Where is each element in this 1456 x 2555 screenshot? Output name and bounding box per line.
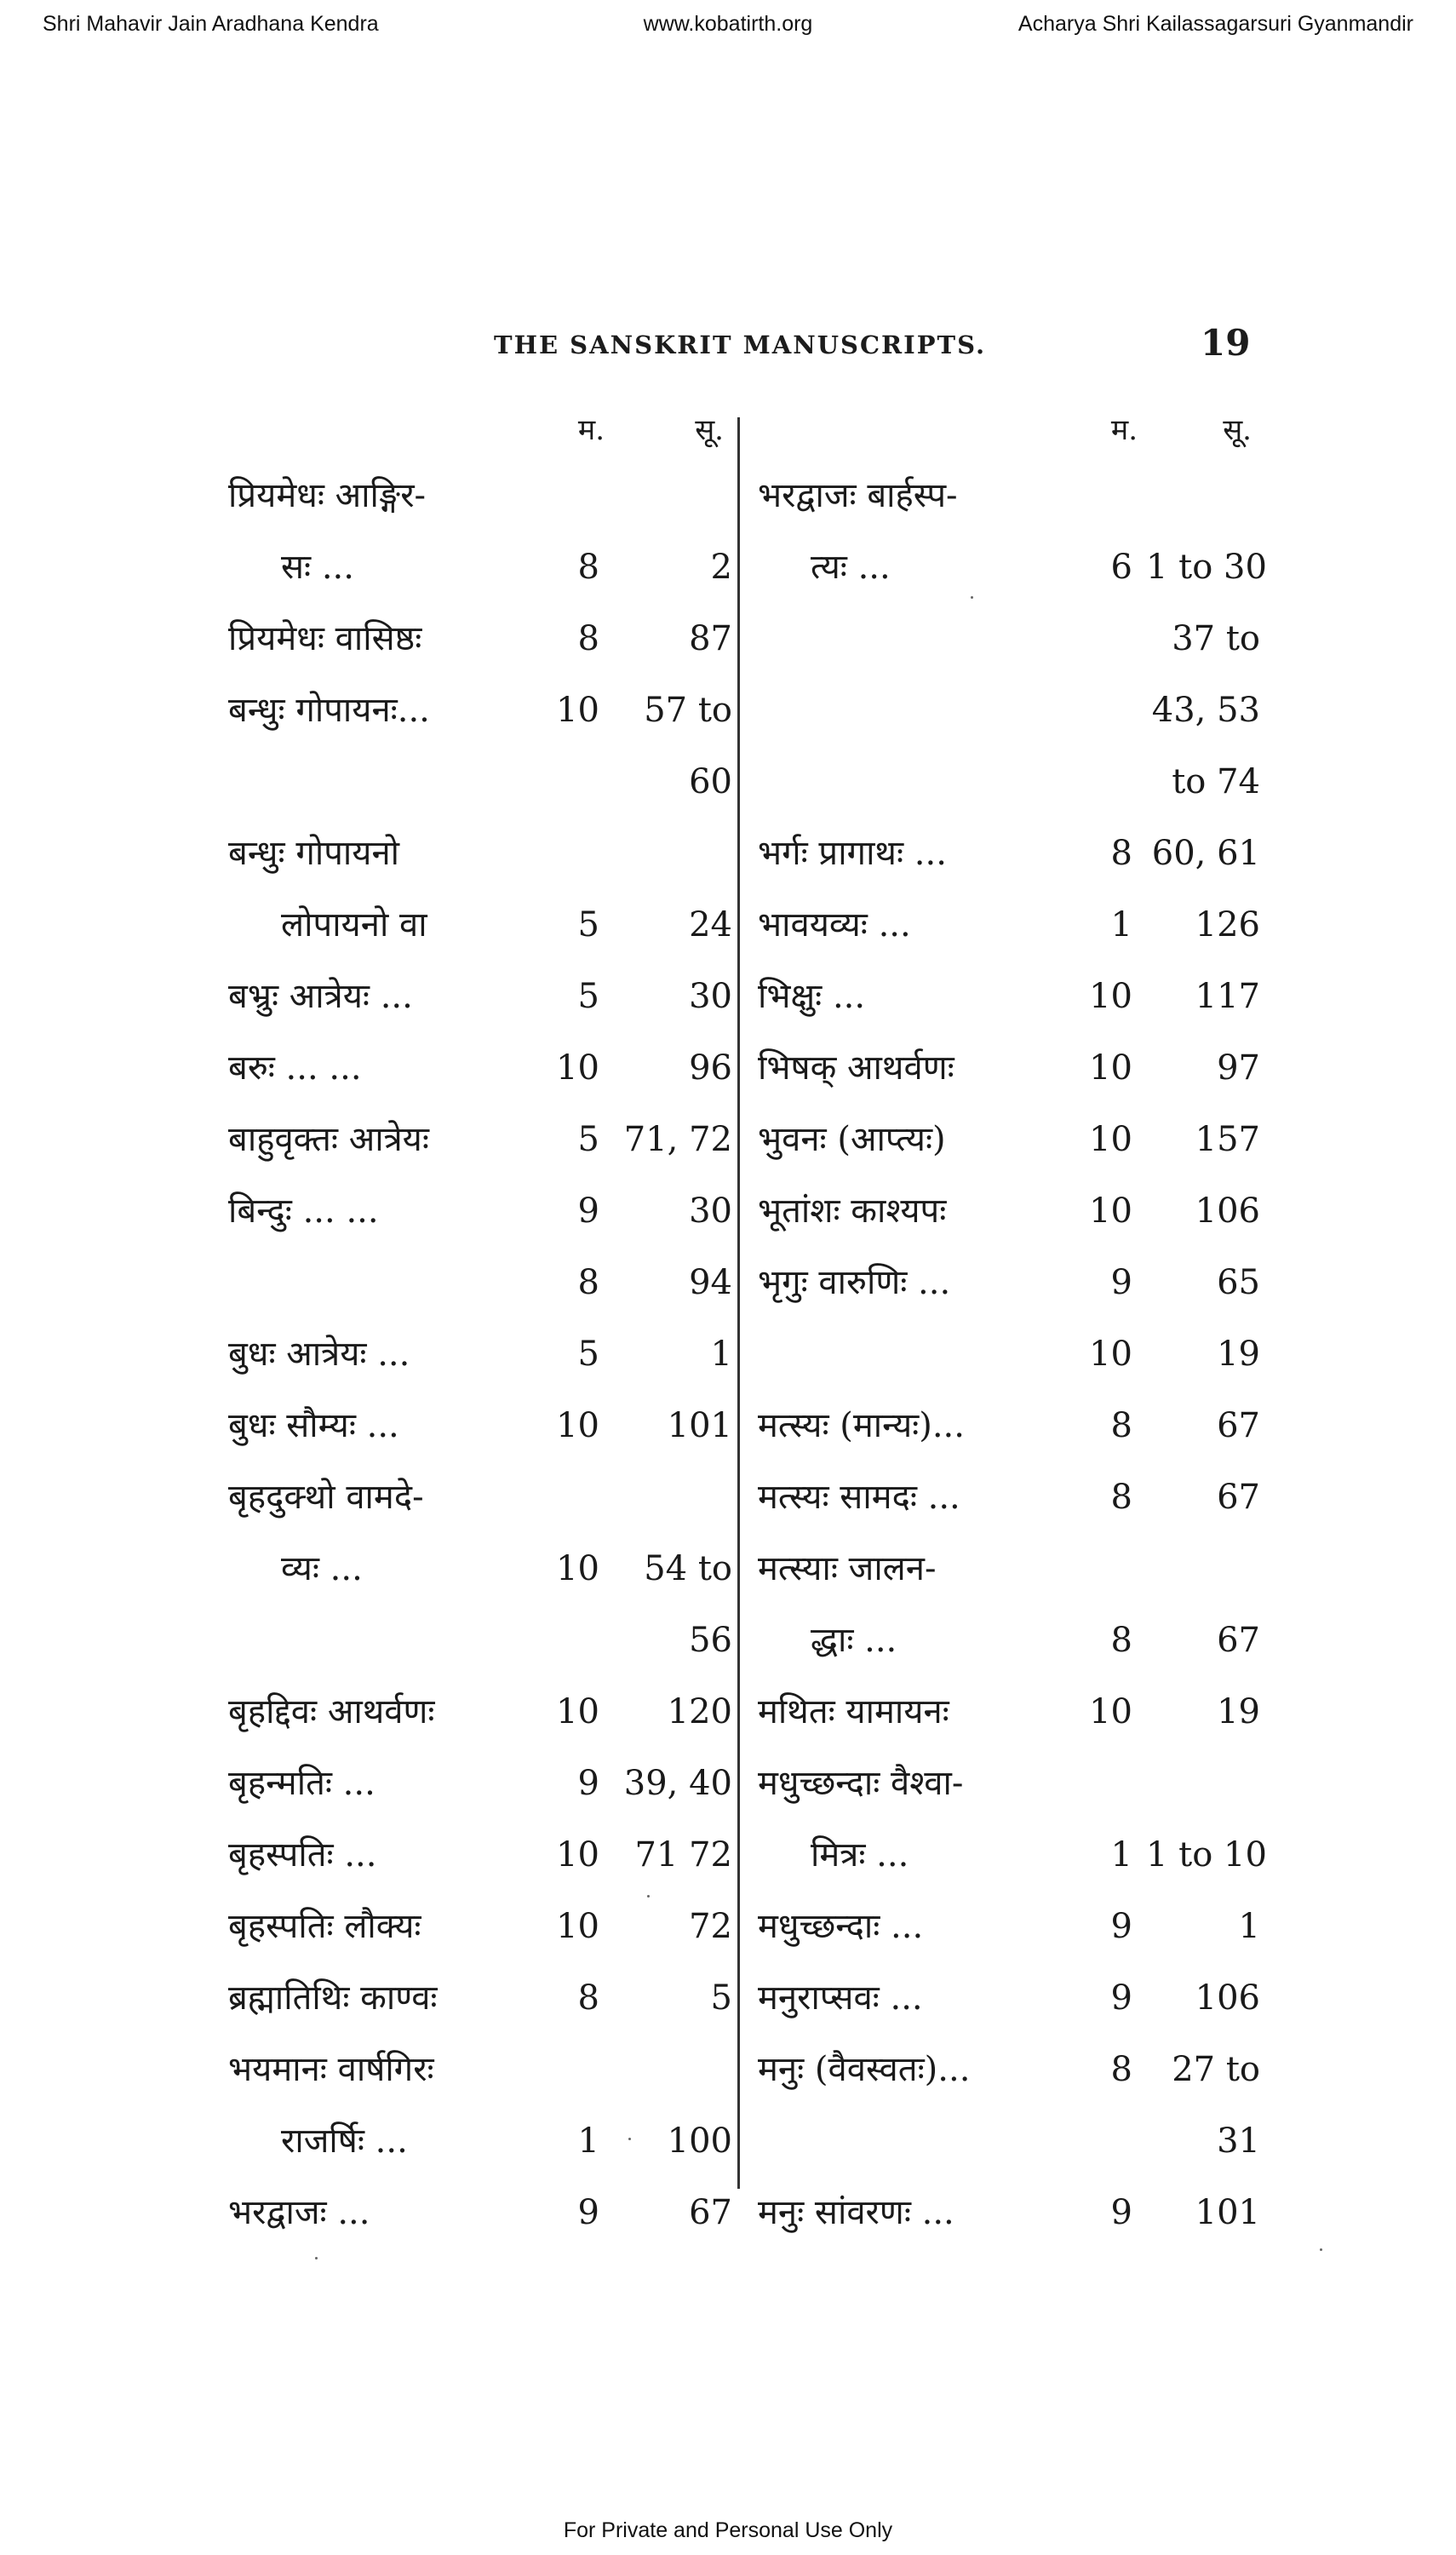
index-entry-row [758,2034,1260,2105]
index-entry-row [758,1104,1260,1175]
sukta-number: 117 [1195,977,1260,1016]
sukta-number: 65 [1217,1263,1260,1302]
mandala-number: 9 [577,1764,599,1803]
print-speck [1320,2248,1322,2251]
mandala-number: 10 [1089,1048,1132,1088]
sukta-number: 67 [689,2193,732,2232]
sukta-number: 57 to [644,691,732,730]
index-entry-row [758,889,1260,961]
index-entry-row [228,818,732,889]
index-entry-row [758,460,1260,531]
sukta-number: 1 to 30 [1146,548,1267,587]
right-column-header [758,409,1260,460]
mandala-number: 8 [1110,2050,1132,2089]
seer-name: प्रियमेधः आङ्गिर- [228,476,427,515]
sukta-number: 56 [689,1621,732,1660]
sukta-number: 24 [689,905,732,944]
mandala-number: 10 [556,1692,599,1731]
footer-notice: For Private and Personal Use Only [563,2518,893,2542]
left-column-header [228,409,732,460]
index-entry-row [228,675,732,746]
sukta-number: 101 [1195,2193,1260,2232]
mandala-number: 6 [1110,548,1132,587]
seer-name: मत्स्यः सामदः ... [758,1478,960,1517]
seer-name: व्यः ... [281,1549,363,1588]
index-entry-row [758,1962,1260,2034]
sukta-number: 27 to [1172,2050,1260,2089]
sukta-number: 54 to [644,1549,732,1588]
index-entry-row [228,889,732,961]
mandala-number: 9 [1110,1978,1132,2018]
mandala-header: म. [577,413,605,447]
mandala-number: 8 [1110,1621,1132,1660]
mandala-number: 10 [1089,1120,1132,1159]
sukta-number: 39, 40 [623,1764,732,1803]
index-entry-row [758,1819,1267,1891]
sukta-number: 96 [689,1048,732,1088]
sukta-number: 1 to 10 [1146,1835,1267,1875]
index-entry-row [758,1247,1260,1318]
seer-name: सः ... [281,548,354,587]
seer-name: मत्स्याः जालन- [758,1549,937,1588]
print-speck [647,1895,650,1898]
right-entries [758,460,1267,2248]
seer-name: मथितः यामायनः [758,1692,949,1731]
seer-name: बाहुवृक्तः आत्रेयः [228,1120,429,1159]
seer-name: भिक्षुः ... [758,977,866,1016]
index-entry-row [758,1390,1260,1461]
seer-name: भृगुः वारुणिः ... [758,1263,951,1302]
sukta-number: 43, 53 [1151,691,1260,730]
index-entry-row [228,1032,732,1104]
header-center-url: www.kobatirth.org [643,12,813,36]
index-entry-row [758,1891,1260,1962]
sukta-number: 100 [667,2122,732,2161]
index-entry-row [228,1891,732,1962]
mandala-number: 10 [1089,1335,1132,1374]
sukta-number: 67 [1217,1406,1260,1445]
seer-name: लोपायनो वा [281,905,427,944]
seer-name: बिन्दुः ... ... [228,1191,379,1231]
index-entry-row [758,603,1260,675]
sukta-number: 19 [1217,1692,1260,1731]
sukta-number: 106 [1195,1191,1260,1231]
mandala-number: 10 [556,1835,599,1875]
index-entry-row [228,746,732,818]
index-entry-row [758,2177,1260,2248]
index-entry-row [228,1390,732,1461]
sukta-number: 67 [1217,1621,1260,1660]
mandala-number: 9 [577,2193,599,2232]
sukta-number: 71 72 [634,1835,732,1875]
sukta-number: 30 [689,1191,732,1231]
index-entry-row [758,2105,1260,2177]
right-column [758,409,1267,2248]
index-entry-row [228,1461,732,1533]
header-right-text: Acharya Shri Kailassagarsuri Gyanmandir [1017,12,1413,36]
print-speck [971,596,973,599]
seer-name: बभ्रुः आत्रेयः ... [228,977,413,1016]
sukta-number: 67 [1217,1478,1260,1517]
page-number: 19 [1201,322,1251,364]
seer-name: बृहद्दिवः आथर्वणः [228,1692,435,1731]
index-entry-row [228,2177,732,2248]
index-entry-row [228,1605,732,1676]
sukta-number: 87 [689,619,732,658]
mandala-number: 5 [577,977,599,1016]
index-entry-row [228,1676,732,1748]
mandala-number: 9 [1110,1263,1132,1302]
sukta-number: 120 [667,1692,732,1731]
index-entry-row [228,603,732,675]
index-entry-row [758,1032,1260,1104]
index-entry-row [228,1318,732,1390]
mandala-number: 10 [1089,1692,1132,1731]
index-entry-row [758,1605,1260,1676]
top-header-bar [43,12,1413,46]
mandala-number: 1 [1110,1835,1132,1875]
index-entry-row [228,1247,732,1318]
mandala-number: 8 [1110,834,1132,873]
seer-name: द्धाः ... [811,1621,897,1660]
sukta-number: 97 [1217,1048,1260,1088]
sukta-number: 1 [710,1335,732,1374]
mandala-number: 10 [556,1907,599,1946]
seer-name: भिषक् आथर्वणः [758,1048,954,1088]
column-divider [737,417,740,2189]
index-entry-row [758,818,1260,889]
left-column [228,409,732,2248]
index-entry-row [228,1819,732,1891]
seer-name: भुवनः (आप्त्यः) [758,1120,946,1159]
seer-name: भरद्वाजः बार्हस्प- [758,476,958,515]
mandala-number: 9 [1110,2193,1132,2232]
index-entry-row [228,1104,732,1175]
seer-name: बृहन्मतिः ... [228,1764,375,1803]
sukta-number: 5 [710,1978,732,2018]
seer-name: मनुराप्सवः ... [758,1978,923,2018]
index-entry-row [758,961,1260,1032]
mandala-number: 8 [577,1978,599,2018]
index-entry-row [228,1175,732,1247]
seer-name: बुधः आत्रेयः ... [228,1335,410,1374]
sukta-number: 72 [689,1907,732,1946]
mandala-number: 10 [1089,1191,1132,1231]
sukta-number: 126 [1195,905,1260,944]
seer-name: त्यः ... [811,548,891,587]
index-entry-row [758,1461,1260,1533]
index-entry-row [228,531,732,603]
sukta-number: 2 [710,548,732,587]
mandala-number: 9 [1110,1907,1132,1946]
seer-name: भूतांशः काश्यपः [758,1191,947,1231]
mandala-number: 10 [1089,977,1132,1016]
mandala-number: 8 [1110,1478,1132,1517]
sukta-number: 101 [667,1406,732,1445]
sukta-number: 30 [689,977,732,1016]
index-entry-row [758,1533,1260,1605]
sukta-header: सू. [695,413,724,447]
index-entry-row [228,961,732,1032]
index-entry-row [758,1175,1260,1247]
sukta-number: 1 [1238,1907,1260,1946]
seer-name: बृहस्पतिः ... [228,1835,377,1875]
sukta-number: 60, 61 [1151,834,1260,873]
mandala-number: 8 [577,619,599,658]
mandala-number: 9 [577,1191,599,1231]
index-entry-row [228,1748,732,1819]
mandala-number: 5 [577,1120,599,1159]
seer-name: बरुः ... ... [228,1048,362,1088]
seer-name: भर्गः प्रागाथः ... [758,834,947,873]
index-entry-row [758,675,1260,746]
index-entry-row [228,1533,732,1605]
seer-name: मनुः (वैवस्वतः)... [758,2050,971,2089]
seer-name: मित्रः ... [811,1835,909,1875]
index-entry-row [228,2034,732,2105]
print-speck [315,2257,318,2259]
mandala-number: 1 [1110,905,1132,944]
print-speck [628,2138,631,2140]
seer-name: बुधः सौम्यः ... [228,1406,399,1445]
mandala-number: 8 [1110,1406,1132,1445]
seer-name: बृहदुक्थो वामदे- [228,1478,424,1517]
sukta-number: 31 [1217,2122,1260,2161]
sukta-number: 71, 72 [623,1120,732,1159]
mandala-number: 5 [577,1335,599,1374]
running-title: THE SANSKRIT MANUSCRIPTS. [494,330,987,359]
left-entries [228,460,732,2248]
seer-name: भयमानः वार्षगिरः [228,2050,434,2089]
seer-name: मधुच्छन्दाः ... [758,1907,924,1946]
index-entry-row [758,1676,1260,1748]
seer-name: बन्धुः गोपायनः... [228,691,430,730]
sukta-number: 19 [1217,1335,1260,1374]
seer-name: ब्रह्मातिथिः काण्वः [228,1978,438,2018]
mandala-number: 10 [556,1549,599,1588]
seer-name: बृहस्पतिः लौक्यः [228,1907,421,1946]
seer-name: मत्स्यः (मान्यः)... [758,1406,965,1445]
sukta-number: to 74 [1172,762,1260,801]
seer-name: भावयव्यः ... [758,905,911,944]
header-left-text: Shri Mahavir Jain Aradhana Kendra [43,12,379,36]
sukta-number: 157 [1195,1120,1260,1159]
mandala-number: 10 [556,1048,599,1088]
seer-name: प्रियमेधः वासिष्ठः [228,619,422,658]
mandala-number: 10 [556,691,599,730]
mandala-number: 8 [577,548,599,587]
index-entry-row [758,1748,1260,1819]
sukta-number: 60 [689,762,732,801]
seer-name: भरद्वाजः ... [228,2193,370,2232]
sukta-number: 37 to [1172,619,1260,658]
seer-name: मधुच्छन्दाः वैश्वा- [758,1764,964,1803]
mandala-number: 5 [577,905,599,944]
index-entry-row [758,531,1267,603]
seer-name: मनुः सांवरणः ... [758,2193,954,2232]
mandala-header: म. [1110,413,1138,447]
sukta-number: 94 [689,1263,732,1302]
index-entry-row [758,1318,1260,1390]
mandala-number: 1 [577,2122,599,2161]
index-entry-row [228,2105,732,2177]
index-entry-row [228,1962,732,2034]
seer-name: राजर्षिः ... [281,2122,408,2161]
seer-name: बन्धुः गोपायनो [228,834,400,873]
index-entry-row [758,746,1260,818]
mandala-number: 8 [577,1263,599,1302]
mandala-number: 10 [556,1406,599,1445]
index-entry-row [228,460,732,531]
sukta-number: 106 [1195,1978,1260,2018]
sukta-header: सू. [1223,413,1252,447]
